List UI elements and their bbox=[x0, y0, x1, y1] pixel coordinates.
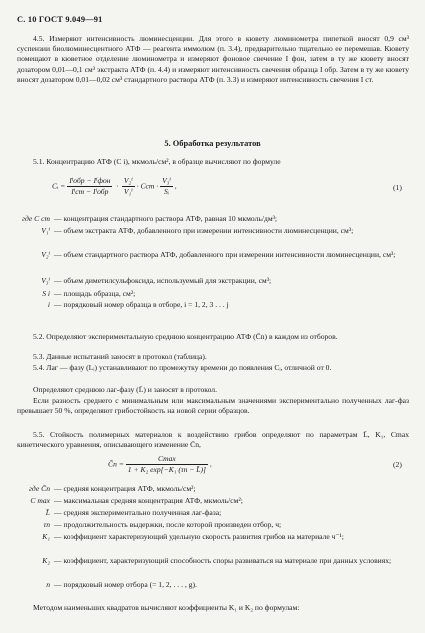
eq2-definition-description: — максимальная средняя концентрация АТФ, мкмоль/см²; bbox=[54, 496, 243, 505]
paragraph-5-4-note: Если разность среднего с минимальным или максимальным значениями экспериментально полученных лаг-фаз превышает 50 %, определяют грибостойкость на новой серии образцов. bbox=[17, 396, 409, 416]
eq1-frac3-num: V₃ⁱ bbox=[162, 176, 171, 185]
paragraph-5-4-mean: Определяют среднюю лаг-фазу (L̄) и заносят в протокол. bbox=[33, 385, 217, 394]
eq2-definition-symbol: C max bbox=[30, 496, 50, 505]
eq2-definition-symbol: τn bbox=[43, 520, 50, 529]
eq1-definition-description: — объем экстракта АТФ, добавленного при измерении интенсивности люминесценции, см³; bbox=[54, 226, 354, 235]
eq1-definition-description: — объем стандартного раствора АТФ, добавленного при измерении интенсивности люминесценции, см³; bbox=[54, 250, 396, 259]
section-title: 5. Обработка результатов bbox=[164, 139, 261, 148]
paragraph-5-1: 5.1. Концентрацию АТФ (C i), мкмоль/см², в образце вычисляют по формуле bbox=[33, 157, 281, 166]
eq1-definition-description: — порядковый номер образца в отборе, i = 1, 2, 3 . . . j bbox=[54, 300, 229, 309]
eq1-frac3-den: Sᵢ bbox=[163, 187, 169, 196]
eq2-num: Cmax bbox=[126, 454, 208, 465]
eq2-definition-symbol: L̄ bbox=[45, 508, 50, 517]
paragraph-5-3: 5.3. Данные испытаний заносят в протокол (таблица). bbox=[33, 352, 207, 361]
eq1-definition-symbol: V₂ⁱ bbox=[41, 250, 50, 259]
eq2-definition-symbol: K₁ bbox=[42, 532, 50, 541]
equation-2-number: (2) bbox=[393, 460, 402, 469]
eq1-definition-description: — площадь образца, см²; bbox=[54, 289, 136, 298]
eq1-frac1-den: Iⁱст − Iⁱобр bbox=[71, 187, 109, 196]
eq1-definition-symbol: где C ст bbox=[22, 214, 50, 223]
eq2-definition-description: — продолжительность выдержки, после которой произведен отбор, ч; bbox=[54, 520, 282, 529]
eq2-frac bbox=[126, 454, 208, 475]
eq2-lhs: C̄n = bbox=[108, 459, 124, 469]
eq2-definition-symbol: K₂ bbox=[42, 556, 50, 565]
paragraph-4-5: 4.5. Измеряют интенсивность люминесценции. Для этого в кювету люминометра пипеткой вносят 0,9 см³ суспензии биолюминесцентного АТФ — реагента иммолюм (п. 3.4), предварительно тщательно ее перемешав. Кювету помещают в кюветное отделение люминометра и измеряют фоновое свечение I фон, затем в ту же кювету вносят дозатором 0,01—0,1 см³ экстракта АТФ (п. 4.4) и измеряют интенсивность свечения образца I обр. Затем в ту же кювету вносят дозатором 0,01—0,02 см³ стандартного раствора АТФ (п. 3.3) и измеряют интенсивность свечения I ст. bbox=[17, 34, 409, 84]
paragraph-5-5: 5.5. Стойкость полимерных материалов к воздействию грибов определяют по параметрам L̄, K₁, Cmax кинетического уравнения, описывающего изменение C̄n, bbox=[17, 430, 409, 450]
eq1-frac1-num: Iⁱобр − Iⁱфон bbox=[69, 176, 111, 185]
eq2-definition-description: — коэффициент, характеризующий способность споры развиваться на материале при данных условиях; bbox=[54, 556, 392, 565]
eq1-comma: , bbox=[174, 181, 177, 191]
eq1-lhs: Cᵢ = bbox=[52, 181, 66, 191]
eq1-definition-description: — концентрация стандартного раствора АТФ, равная 10 мкмоль/дм³; bbox=[54, 214, 278, 223]
equation-1-number: (1) bbox=[393, 183, 402, 192]
page-header: С. 10 ГОСТ 9.049—91 bbox=[17, 15, 103, 24]
eq1-frac2-num: V₂ⁱ bbox=[123, 176, 133, 185]
eq1-frac2-den: V₁ⁱ bbox=[123, 187, 133, 196]
eq1-frac2 bbox=[122, 176, 135, 197]
eq1-definition-symbol: i bbox=[47, 300, 50, 309]
eq2-definition-description: — коэффициент характеризующий удельную скорость развития грибов на материале ч⁻¹; bbox=[54, 532, 344, 541]
eq1-definition-symbol: S i bbox=[42, 289, 50, 298]
eq1-frac3 bbox=[160, 176, 173, 197]
eq1-definition-symbol: V₃ⁱ bbox=[41, 276, 50, 285]
eq2-definition-description: — средняя экспериментально полученная лаг-фаза; bbox=[54, 508, 222, 517]
paragraph-5-4: 5.4. Лаг — фазу (Lᵢ) устанавливают по промежутку времени до появления Cᵢ, отличной от 0. bbox=[33, 363, 332, 372]
eq2-den: 1 + K₂ exp[−K₁ (τn − L̄)] bbox=[127, 465, 207, 474]
eq2-definition-symbol: где C̄n bbox=[28, 484, 50, 493]
eq2-comma: , bbox=[209, 459, 212, 469]
eq1-frac1 bbox=[67, 176, 112, 197]
equation-2 bbox=[108, 454, 212, 475]
eq1-definition-description: — объем диметилсульфоксида, используемый для экстракции, см³; bbox=[54, 276, 272, 285]
eq1-definition-symbol: V₁ⁱ bbox=[41, 226, 50, 235]
paragraph-5-2: 5.2. Определяют экспериментальную среднюю концентрацию АТФ (C̄n) в каждом из отборов. bbox=[33, 332, 338, 341]
equation-1: Cᵢ = $\frac{\text{Iⁱобр − Iⁱфон}}{\text{Iⁱст − Iⁱобр}}$ · $\frac{\text{V₂ⁱ}}{\text{V₁ⁱ}}$ · Cст · $\frac{\text{V₃ⁱ}}{\text{Sᵢ}}$ , bbox=[52, 176, 177, 196]
eq1-mid: · Cст · bbox=[136, 181, 159, 191]
paragraph-last: Методом наименьших квадратов вычисляют коэффициенты K₁ и K₂ по формулам: bbox=[33, 603, 300, 612]
eq2-definition-description: — средняя концентрация АТФ, мкмоль/см²; bbox=[54, 484, 196, 493]
eq2-definition-description: — порядковый номер отбора (= 1, 2, . . . , g). bbox=[54, 580, 197, 589]
eq2-definition-symbol: n bbox=[46, 580, 50, 589]
